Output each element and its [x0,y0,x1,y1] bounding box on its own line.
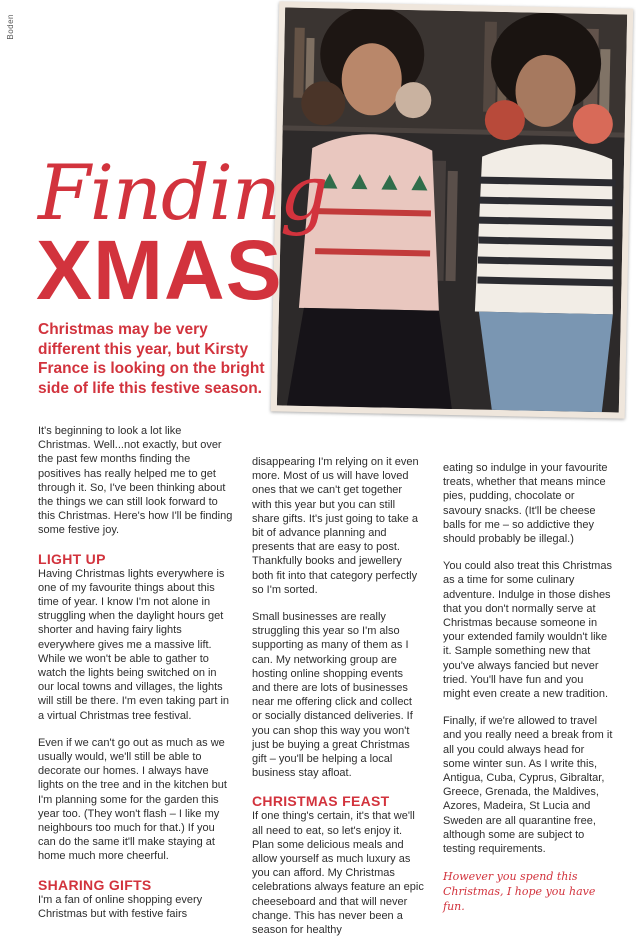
column-3 [443,461,613,914]
paragraph: Small businesses are really struggling this year so I'm also supporting as many of them as I can. My networking group are hosting online shopping events and there are lots of businesses near me offering click and collect or socially distanced deliveries. If you can shop this way you won't just be buying a great Christmas gift – you'll be helping a local business stay afloat. [252,611,413,780]
column-2 [252,455,424,950]
signoff: However you spend this Christmas, I hope you have fun. [443,870,596,914]
paragraph: eating so indulge in your favourite treats, whether that means mince pies, pudding, chocolate or savoury snacks. (It'll be cheese balls for me – so addictive they should probably be illegal.) [443,462,608,546]
paragraph: Having Christmas lights everywhere is one of my favourite things about this time of year. I know I'm not alone in struggling when the daylight hours get shorter and having fairy lights everywhere gives me a massive lift. While we won't be able to gather to watch the lights being switched on in our local towns and villages, the lights will still be there. I'm even taking part in a virtual Christmas tree festival. [38,567,230,722]
standfirst: Christmas may be very different this year, but Kirsty France is looking on the bright side of life this festive season. [38,321,265,397]
paragraph: If one thing's certain, it's that we'll all need to eat, so let's enjoy it. Plan some delicious meals and allow yourself as much luxury as you can afford. My Christmas celebrations always feature an epic cheeseboard and that will never change. This has never been a season for healthy [252,810,424,937]
section-heading-sharing-gifts: SHARING GIFTS [38,876,152,893]
title-script: Finding [38,148,328,237]
intro-paragraph: It's beginning to look a lot like Christmas. Well...not exactly, but over the past few months finding the positives has really helped me to get through it. So, I've been thinking about the things we can still look forward to this Christmas. Here's how I'll be finding some festive joy. [38,425,233,537]
paragraph: Finally, if we're allowed to travel and you really need a break from it all you could always head for some winter sun. As I write this, Antigua, Cuba, Cyprus, Gibraltar, Greece, Grenada, the Maldives, Azores, Madeira, St Lucia and Sweden are all quarantine free, although some are subject to testing requirements. [443,715,613,856]
paragraph: Even if we can't go out as much as we usually would, we'll still be able to decorate our homes. I always have lights on the tree and in the kitchen but I'm planning some for the garden this year too. (They won't flash – I like my neighbours too much for that.) If you can do the same it'll make staying at home much more cheerful. [38,736,227,863]
section-heading-light-up: LIGHT UP [38,550,106,567]
column-1 [38,424,234,934]
section-heading-christmas-feast: CHRISTMAS FEAST [252,793,390,810]
title-block: XMAS [36,223,283,317]
paragraph: disappearing I'm relying on it even more. Most of us will have loved ones that we can't get together with this year but you can still share gifts. It's just going to take a bit of advance planning and presents that are easy to post. Thankfully books and jewellery both fit into that category perfectly so I'm sorted. [252,456,419,596]
publisher-side-label: Boden [6,14,15,40]
paragraph: You could also treat this Christmas as a time for some culinary adventure. Indulge in those dishes that you don't normally serve at Christmas because someone in your extended family wouldn't like it. Sample something new that you've always fancied but never tried. You'll have fun and you might even create a new tradition. [443,560,612,701]
girls-christmas-illustration [277,7,627,412]
paragraph: I'm a fan of online shopping every Christmas but with festive fairs [38,893,203,920]
